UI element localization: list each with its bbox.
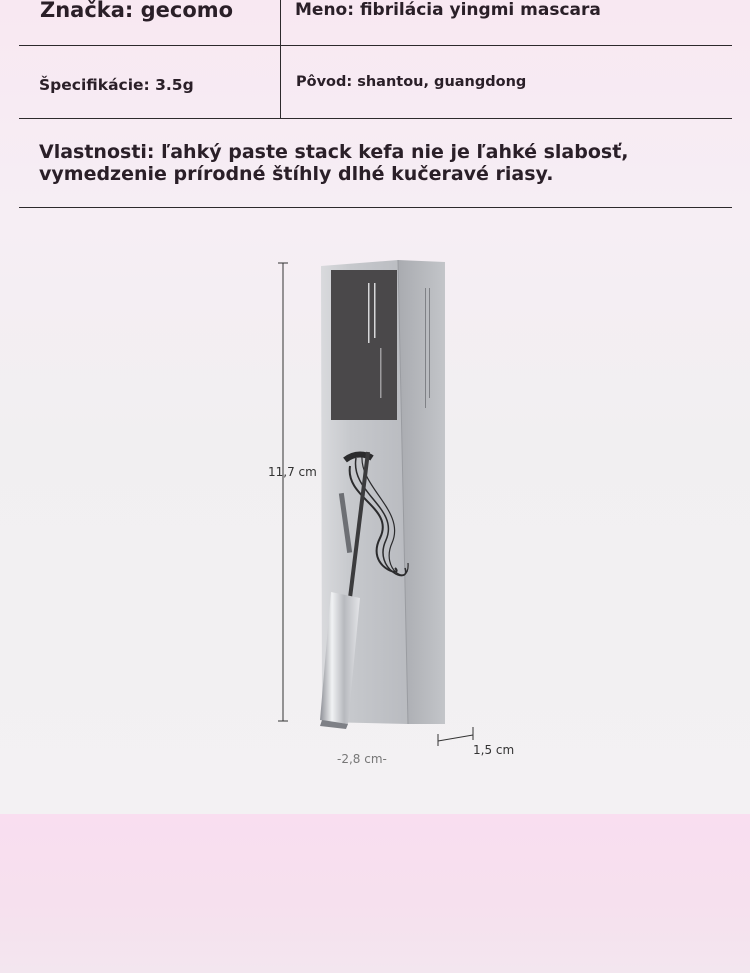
height-dimension-line — [278, 263, 288, 721]
origin-text: Pôvod: shantou, guangdong — [296, 74, 527, 90]
depth-label: 1,5 cm — [473, 743, 515, 757]
spec-row-features — [19, 119, 732, 208]
specification-text: Špecifikácie: 3.5g — [39, 76, 194, 94]
height-label: 11,7 cm — [268, 465, 317, 479]
product-name-text: Meno: fibrilácia yingmi mascara — [295, 0, 601, 20]
column-divider — [280, 46, 281, 118]
spec-row-spec-origin — [19, 46, 732, 119]
product-image — [0, 208, 750, 814]
features-text: Vlastnosti: ľahký paste stack kefa nie je ľahké slabosť, vymedzenie prírodné štíhly dlhé kučeravé riasy. — [39, 141, 629, 185]
spec-row-brand-name — [19, 0, 732, 46]
spec-table — [19, 0, 732, 208]
width-label: -2,8 cm- — [337, 752, 387, 766]
mascara-box-illustration — [0, 208, 750, 814]
brand-text: Značka: gecomo — [40, 0, 234, 22]
pink-footer-band — [0, 814, 750, 973]
depth-dimension-line — [438, 727, 473, 746]
box-window — [331, 270, 397, 420]
column-divider — [280, 0, 281, 45]
